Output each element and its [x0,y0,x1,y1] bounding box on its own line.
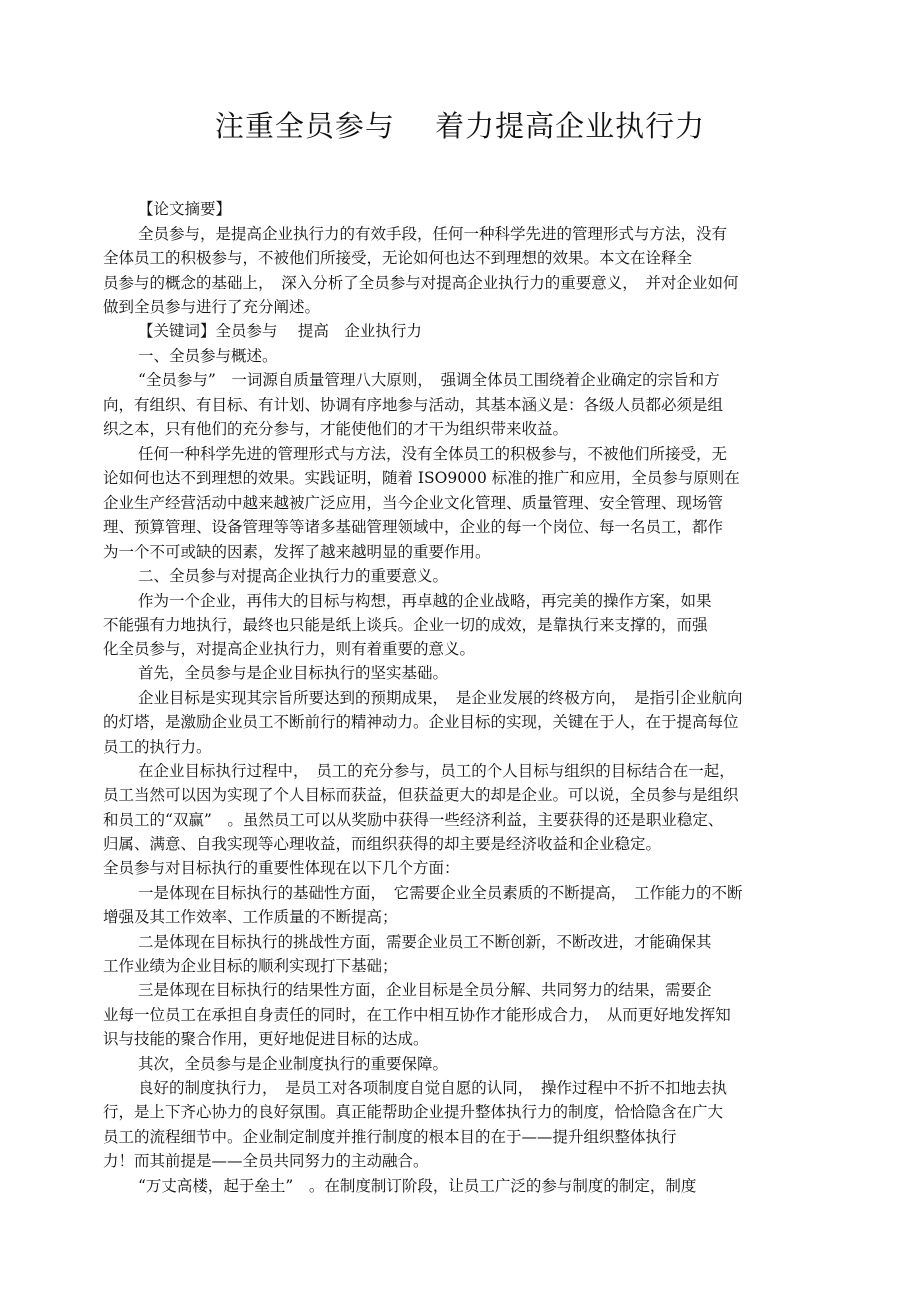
text-line: 和员工的“双赢” 。虽然员工可以从奖励中获得一些经济利益，主要获得的还是职业稳定、 [103,811,724,829]
text-line: 作为一个企业，再伟大的目标与构想，再卓越的企业战略，再完美的操作方案，如果 [138,592,712,610]
text-line: 做到全员参与进行了充分阐述。 [103,298,321,316]
text-line: 归属、满意、自我实现等心理收益，而组织获得的却主要是经济收益和企业稳定。 [103,835,662,853]
subsection-heading: 其次，全员参与是企业制度执行的重要保障。 [138,1055,449,1073]
text-line: 全员参与对目标执行的重要性体现在以下几个方面： [103,859,460,877]
keywords-line: 【关键词】全员参与 提高 企业执行力 [138,322,422,340]
text-line: 一是体现在目标执行的基础性方面， 它需要企业全员素质的不断提高， 工作能力的不断 [138,884,743,902]
abstract-heading: 【论文摘要】 [138,200,232,218]
text-line: 论如何也达不到理想的效果。实践证明，随着 ISO9000 标准的推广和应用，全员参与原则在 [103,469,740,487]
text-line: 工作业绩为企业目标的顺利实现打下基础； [103,957,398,975]
text-line: 力！而其前提是——全员共同努力的主动融合。 [103,1152,429,1170]
document-title: 注重全员参与 着力提高企业执行力 [214,109,706,143]
text-line: 员工的流程细节中。企业制定制度并推行制度的根本目的在于——提升组织整体执行 [103,1128,677,1146]
text-line: 理、预算管理、设备管理等等诸多基础管理领域中，企业的每一个岗位、每一名员工，都作 [103,518,724,536]
text-line: 三是体现在目标执行的结果性方面，企业目标是全员分解、共同努力的结果，需要企 [138,981,712,999]
text-line: 全体员工的积极参与，不被他们所接受，无论如何也达不到理想的效果。本文在诠释全 [103,249,693,267]
text-line: 员工的执行力。 [103,738,212,756]
section-heading: 二、全员参与对提高企业执行力的重要意义。 [138,567,449,585]
text-line: 向，有组织、有目标、有计划、协调有序地参与活动，其基本涵义是：各级人员都必须是组 [103,396,724,414]
text-line: 为一个不可或缺的因素，发挥了越来越明显的重要作用。 [103,543,491,561]
text-line: 全员参与，是提高企业执行力的有效手段，任何一种科学先进的管理形式与方法，没有 [138,225,728,243]
subsection-heading: 首先，全员参与是企业目标执行的坚实基础。 [138,664,449,682]
text-line: 员参与的概念的基础上， 深入分析了全员参与对提高企业执行力的重要意义， 并对企业如何 [103,274,739,292]
text-line: 任何一种科学先进的管理形式与方法，没有全体员工的积极参与，不被他们所接受，无 [138,445,728,463]
text-line: 识与技能的聚合作用，更好地促进目标的达成。 [103,1030,429,1048]
text-line: 二是体现在目标执行的挑战性方面，需要企业员工不断创新，不断改进，才能确保其 [138,933,712,951]
text-line: “全员参与” 一词源自质量管理八大原则， 强调全体员工围绕着企业确定的宗旨和方 [138,371,720,389]
text-line: 业每一位员工在承担自身责任的同时，在工作中相互协作才能形成合力， 从而更好地发挥知 [103,1006,731,1024]
text-line: 在企业目标执行过程中， 员工的充分参与，员工的个人目标与组织的目标结合在一起， [138,762,735,780]
text-line: 行，是上下齐心协力的良好氛围。真正能帮助企业提升整体执行力的制度，恰恰隐含在广大 [103,1103,724,1121]
text-line: 不能强有力地执行，最终也只能是纸上谈兵。企业一切的成效，是靠执行来支撑的，而强 [103,616,708,634]
text-line: 增强及其工作效率、工作质量的不断提高； [103,908,398,926]
text-line: 良好的制度执行力， 是员工对各项制度自觉自愿的认同， 操作过程中不折不扣地去执 [138,1079,728,1097]
section-heading: 一、全员参与概述。 [138,347,278,365]
text-line: 企业目标是实现其宗旨所要达到的预期成果， 是企业发展的终极方向， 是指引企业航向 [138,689,743,707]
text-line: 化全员参与，对提高企业执行力，则有着重要的意义。 [103,640,476,658]
text-line: 织之本，只有他们的充分参与，才能使他们的才干为组织带来收益。 [103,420,569,438]
text-line: 企业生产经营活动中越来越被广泛应用，当今企业文化管理、质量管理、安全管理、现场管 [103,494,724,512]
text-line: 员工当然可以因为实现了个人目标而获益，但获益更大的却是企业。可以说，全员参与是组织 [103,786,739,804]
text-line: “万丈高楼，起于垒土” 。在制度制订阶段，让员工广泛的参与制度的制定，制度 [138,1177,697,1195]
text-line: 的灯塔，是激励企业员工不断前行的精神动力。企业目标的实现，关键在于人，在于提高每位 [103,713,739,731]
